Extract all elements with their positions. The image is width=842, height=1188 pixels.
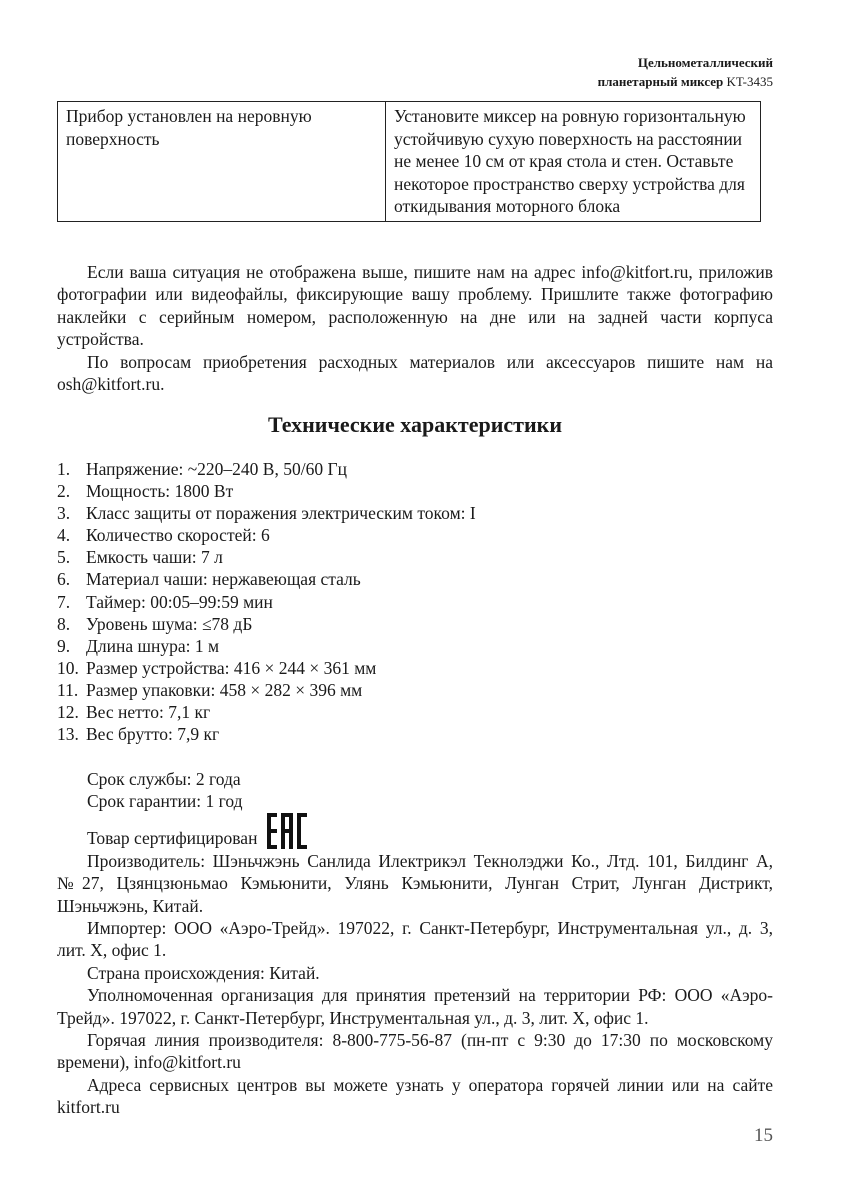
spec-text: Емкость чаши: 7 л xyxy=(86,547,223,568)
spec-text: Вес нетто: 7,1 кг xyxy=(86,702,211,723)
spec-text: Класс защиты от поражения электрическим током: I xyxy=(86,503,476,524)
spec-text: Уровень шума: ≤78 дБ xyxy=(86,613,253,634)
spec-item xyxy=(57,613,773,635)
contact-section xyxy=(57,261,773,395)
manufacturer-paragraph: Производитель: Шэньчжэнь Санлида Илектрикэл Текнолэджи Ко., Лтд. 101, Билдинг A, №27, Цзянцзюньмао Кэмьюнити, Улянь Кэмьюнити, Лунган Стрит, Лунган Дистрикт, Шэньчжэнь, Китай. xyxy=(57,850,773,916)
spec-number: 9. xyxy=(57,635,71,656)
header-model: KT-3435 xyxy=(726,74,773,89)
accessories-paragraph: По вопросам приобретения расходных материалов или аксессуаров пишите нам на osh@kitfort.ru. xyxy=(57,351,773,395)
spec-number: 3. xyxy=(57,503,71,524)
spec-text: Напряжение: ~220–240 В, 50/60 Гц xyxy=(86,459,347,479)
spec-text: Размер устройства: 416 × 244 × 361 мм xyxy=(86,657,377,678)
service-centers-paragraph: Адреса сервисных центров вы можете узнать у оператора горячей линии или на сайте kitfort.ru xyxy=(57,1074,773,1118)
header-line-1 xyxy=(598,53,773,72)
spec-number: 5. xyxy=(57,547,71,568)
spec-item xyxy=(57,480,773,502)
spec-number: 2. xyxy=(57,481,71,502)
spec-item xyxy=(57,591,773,613)
importer-paragraph: Импортер: ООО «Аэро-Трейд». 197022, г. Санкт-Петербург, Инструментальная ул., д. 3, лит. Х, офис 1. xyxy=(57,918,773,961)
hotline-paragraph: Горячая линия производителя: 8-800-775-56-87 (пн-пт с 9:30 до 17:30 по московскому времени), info@kitfort.ru xyxy=(57,1030,773,1073)
warranty-text: Срок гарантии: 1 год xyxy=(87,791,243,812)
spec-text: Количество скоростей: 6 xyxy=(86,525,270,546)
country-of-origin: Страна происхождения: Китай. xyxy=(87,962,320,983)
spec-number: 6. xyxy=(57,569,71,590)
spec-item xyxy=(57,723,773,745)
spec-number: 13. xyxy=(57,724,79,745)
spec-item xyxy=(57,502,773,524)
spec-text: Длина шнура: 1 м xyxy=(86,635,220,656)
spec-number: 1. xyxy=(57,459,71,479)
manual-page xyxy=(57,0,773,1188)
spec-item xyxy=(57,679,773,701)
spec-item xyxy=(57,701,773,723)
spec-number: 12. xyxy=(57,702,79,723)
spec-number: 4. xyxy=(57,525,71,546)
table-row xyxy=(58,102,761,222)
spec-text: Размер упаковки: 458 × 282 × 396 мм xyxy=(86,679,363,700)
header-product-type: Цельнометаллический xyxy=(637,55,773,70)
spec-text: Таймер: 00:05–99:59 мин xyxy=(86,591,273,612)
spec-text: Вес брутто: 7,9 кг xyxy=(86,724,220,745)
certified-text: Товар сертифицирован xyxy=(87,828,258,849)
spec-number: 10. xyxy=(57,657,79,678)
spec-number: 11. xyxy=(57,679,79,700)
page-number: 15 xyxy=(754,1125,773,1146)
header-product-name: планетарный миксер xyxy=(597,74,724,89)
manufacturer-info-section xyxy=(57,768,773,1119)
spec-number: 7. xyxy=(57,591,71,612)
spec-item xyxy=(57,458,773,480)
spec-item xyxy=(57,524,773,546)
running-header xyxy=(598,53,773,91)
problem-cause-cell: Прибор установлен на неровную поверхность xyxy=(58,102,386,222)
spec-number: 8. xyxy=(57,613,71,634)
authorized-organization-paragraph: Уполномоченная организация для принятия претензий на территории РФ: ООО «Аэро-Трейд». 197022, г. Санкт-Петербург, Инструментальная ул., д. 3, лит. Х, офис 1. xyxy=(57,985,773,1028)
spec-item xyxy=(57,657,773,679)
service-life-text: Срок службы: 2 года xyxy=(87,769,241,789)
spec-text: Мощность: 1800 Вт xyxy=(86,481,234,502)
contact-paragraph: Если ваша ситуация не отображена выше, пишите нам на адрес info@kitfort.ru, приложив фотографии или видеофайлы, фиксирующие вашу проблему. Пришлите также фотографию наклейки с серийным номером, расположенную на дне или на задней части корпуса устройства. xyxy=(57,262,773,350)
spec-item xyxy=(57,635,773,657)
spec-text: Материал чаши: нержавеющая сталь xyxy=(86,569,361,590)
specs-heading: Технические характеристики xyxy=(267,412,563,437)
header-line-2 xyxy=(598,72,773,91)
specs-list xyxy=(57,458,773,745)
eac-logo-icon xyxy=(267,813,307,849)
solution-cell: Установите миксер на ровную горизонтальную устойчивую сухую поверхность на расстоянии не менее 10 см от края стола и стен. Оставьте некоторое пространство сверху устройства для откидывания моторного блока xyxy=(386,102,761,222)
spec-item xyxy=(57,546,773,568)
troubleshooting-table xyxy=(57,101,761,222)
certification-line xyxy=(57,813,773,850)
spec-item xyxy=(57,568,773,590)
